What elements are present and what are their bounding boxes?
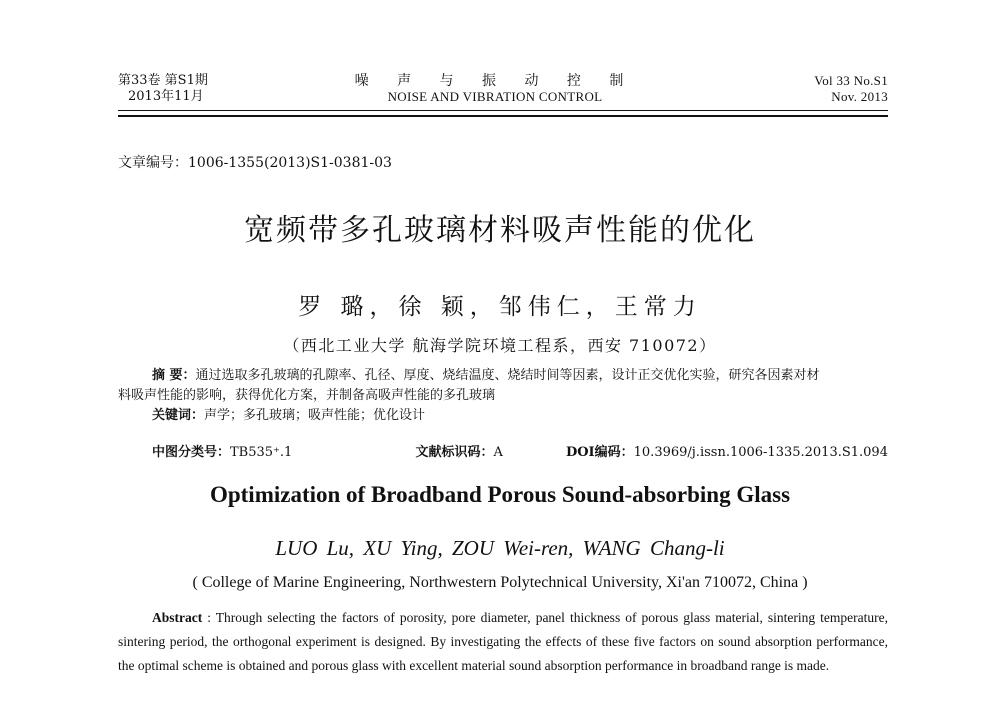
affiliation-en: ( College of Marine Engineering, Northwestern Polytechnical University, Xi'an 710072, China ) bbox=[192, 574, 808, 591]
header-rule-thick bbox=[118, 115, 888, 117]
classification-row bbox=[152, 441, 888, 460]
volume-issue: 第33卷 第S1期 bbox=[118, 73, 208, 88]
paper-title-cn: 宽频带多孔玻璃材料吸声性能的优化 bbox=[244, 213, 756, 248]
doi bbox=[566, 441, 888, 460]
issue-date-en: Nov. 2013 bbox=[831, 89, 888, 104]
authors-cn: 罗 璐，徐 颖，邹伟仁，王常力 bbox=[298, 294, 702, 320]
journal-name bbox=[300, 73, 690, 105]
keywords-cn-label: 关键词： bbox=[152, 408, 205, 423]
journal-name-cn: 噪 声 与 振 动 控 制 bbox=[354, 73, 636, 89]
abstract-cn bbox=[118, 366, 888, 426]
clc-value: TB535⁺.1 bbox=[230, 445, 293, 460]
journal-name-en: NOISE AND VIBRATION CONTROL bbox=[387, 89, 603, 104]
document-code bbox=[415, 441, 502, 460]
abstract-cn-line1 bbox=[118, 366, 888, 386]
abstract-en bbox=[118, 606, 888, 678]
journal-volume-en bbox=[814, 73, 888, 105]
keywords-cn bbox=[118, 406, 888, 426]
authors-en: LUO Lu, XU Ying, ZOU Wei-ren, WANG Chang-li bbox=[275, 536, 725, 560]
volume-issue-en: Vol 33 No.S1 bbox=[814, 73, 888, 88]
issue-date-cn: 2013年11月 bbox=[128, 89, 204, 104]
doi-value: 10.3969/j.issn.1006-1335.2013.S1.094 bbox=[633, 445, 888, 460]
clc-number bbox=[152, 441, 292, 460]
abstract-en-text: : Through selecting the factors of porosity, pore diameter, panel thickness of porous glass material, sintering temperature, sintering period, the orthogonal experiment is designed. By investigating the effects of these five factors on sound absorption performance, the optimal scheme is obtained and porous glass with excellent material sound absorption performance in broadband range is made. bbox=[118, 610, 888, 673]
clc-label: 中图分类号： bbox=[152, 445, 231, 460]
doi-label: DOI编码： bbox=[565, 445, 634, 460]
doc-code-label: 文献标识码： bbox=[415, 445, 494, 460]
header-rule-thin bbox=[118, 110, 888, 111]
keywords-cn-text: 声学；多孔玻璃；吸声性能；优化设计 bbox=[204, 408, 426, 423]
paper-title-en: Optimization of Broadband Porous Sound-absorbing Glass bbox=[209, 482, 791, 507]
abstract-en-label: Abstract bbox=[152, 610, 203, 625]
abstract-cn-text-1: 通过选取多孔玻璃的孔隙率、孔径、厚度、烧结温度、烧结时间等因素，设计正交优化实验，研究各因素对材 bbox=[195, 368, 820, 383]
abstract-cn-label: 摘 要： bbox=[152, 368, 196, 383]
abstract-cn-line2: 料吸声性能的影响，获得优化方案，并制备高吸声性能的多孔玻璃 bbox=[118, 388, 496, 403]
journal-volume-info bbox=[118, 73, 208, 105]
affiliation-cn: （西北工业大学 航海学院环境工程系，西安 710072） bbox=[283, 336, 717, 355]
article-number: 文章编号：1006-1355(2013)S1-0381-03 bbox=[118, 155, 392, 171]
doc-code-value: A bbox=[493, 445, 503, 460]
